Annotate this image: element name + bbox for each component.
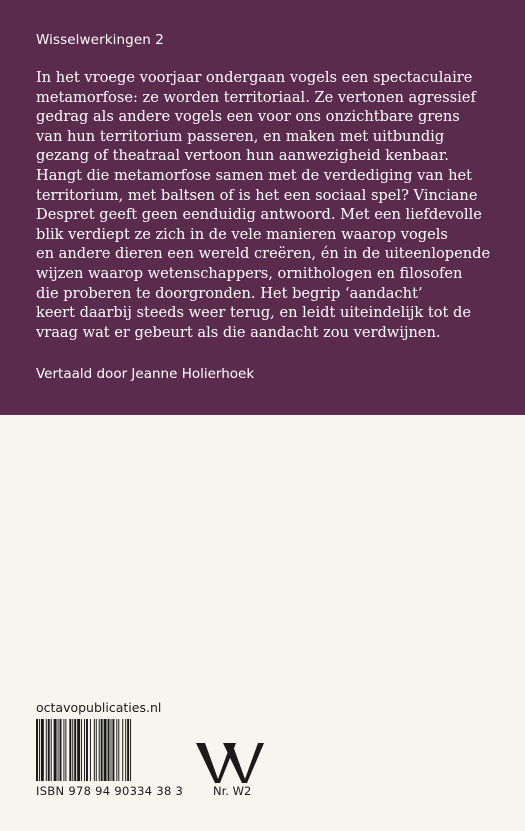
barcode-bar — [125, 719, 126, 781]
barcode-bar — [41, 719, 44, 781]
series-title: Wisselwerkingen 2 — [36, 32, 164, 48]
barcode-bar — [84, 719, 85, 781]
barcode-bar — [77, 719, 80, 781]
barcode-bar — [65, 719, 66, 781]
blurb-line: metamorfose: ze worden territoriaal. Ze vertonen agressief — [36, 88, 476, 106]
barcode-bar — [81, 719, 82, 781]
blurb-line: gezang of theatraal vertoon hun aanwezigheid kenbaar. — [36, 147, 449, 165]
barcode-bar — [36, 719, 38, 781]
barcode-bar — [51, 719, 52, 781]
blurb-line: gedrag als andere vogels een voor ons onzichtbare grens — [36, 108, 460, 126]
blurb-line: In het vroege voorjaar ondergaan vogels een spectaculaire — [36, 69, 473, 86]
blurb-line: blik verdiept ze zich in de vele manieren waarop vogels — [36, 225, 448, 243]
publisher-website: octavopublicaties.nl — [36, 700, 162, 715]
barcode-bar — [118, 719, 119, 781]
publisher-logo — [196, 743, 264, 783]
blurb-line: die proberen te doorgronden. Het begrip ‘aandacht’ — [36, 284, 423, 302]
barcode-bar — [99, 719, 100, 781]
barcode-bar — [48, 719, 50, 781]
blurb-line: wijzen waarop wetenschappers, ornithologen en filosofen — [36, 264, 463, 282]
barcode-bar — [96, 719, 97, 781]
translator-credit: Vertaald door Jeanne Holierhoek — [36, 366, 255, 382]
barcode-bar — [46, 719, 47, 781]
barcode-bar — [130, 719, 131, 781]
barcode-bar — [104, 719, 107, 781]
barcode-bar — [94, 719, 95, 781]
blurb-line: Hangt die metamorfose samen met de verdediging van het — [36, 166, 472, 184]
blurb — [36, 68, 496, 342]
barcode-bar — [54, 719, 57, 781]
blurb-line: territorium, met baltsen of is het een sociaal spel? Vinciane — [36, 186, 478, 204]
barcode-bar — [101, 719, 103, 781]
blurb-line: van hun territorium passeren, en maken met uitbundig — [36, 127, 445, 145]
barcode-bar — [122, 719, 123, 781]
barcode-bar — [69, 719, 71, 781]
barcode-bar — [86, 719, 88, 781]
barcode-bar — [110, 719, 111, 781]
blurb-line: vraag wat er gebeurt als die aandacht zou verdwijnen. — [36, 323, 441, 341]
barcode-bar — [63, 719, 64, 781]
barcode-bar — [74, 719, 76, 781]
barcode-bar — [127, 719, 129, 781]
isbn-number: ISBN 978 94 90334 38 3 — [36, 784, 184, 798]
blurb-line: keert daarbij steeds weer terug, en leidt uiteindelijk tot de — [36, 304, 472, 322]
barcode-bar — [39, 719, 40, 781]
blurb-line: en andere dieren een wereld creëren, én in de uiteenlopende — [36, 245, 491, 263]
cover-top-panel — [0, 0, 525, 415]
barcode-bar — [60, 719, 62, 781]
barcode-bar — [90, 719, 91, 781]
barcode-bar — [112, 719, 114, 781]
isbn-barcode — [36, 719, 164, 781]
series-number: Nr. W2 — [213, 784, 252, 798]
blurb-line: Despret geeft geen eenduidig antwoord. Met een liefdevolle — [36, 206, 482, 224]
barcode-bar — [116, 719, 117, 781]
barcode-bar — [72, 719, 73, 781]
barcode-bar — [58, 719, 59, 781]
barcode-bar — [108, 719, 110, 781]
